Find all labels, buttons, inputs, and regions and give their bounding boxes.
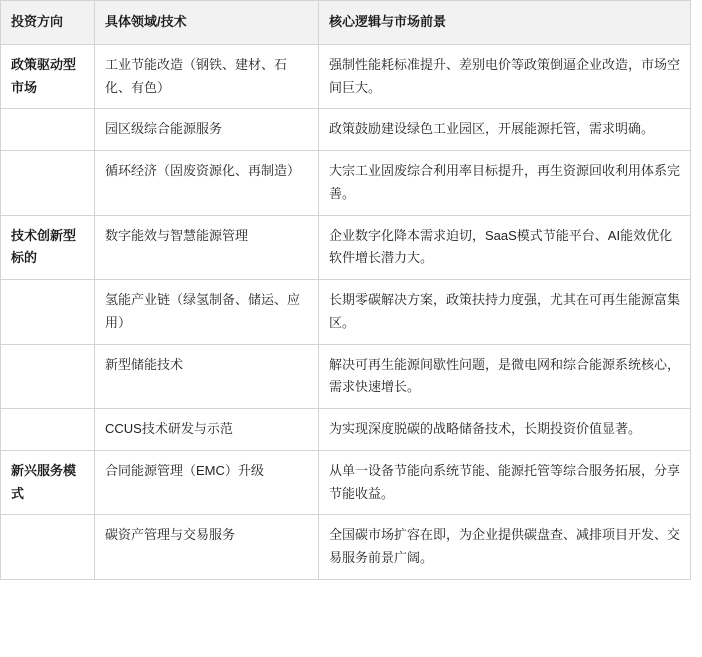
- cell-logic: 强制性能耗标准提升、差别电价等政策倒逼企业改造，市场空间巨大。: [319, 44, 691, 109]
- column-header-investment-direction: 投资方向: [1, 1, 95, 45]
- cell-category: 政策驱动型市场: [1, 44, 95, 109]
- table-row: [1, 344, 691, 409]
- table-row: [1, 44, 691, 109]
- cell-logic: 从单一设备节能向系统节能、能源托管等综合服务拓展，分享节能收益。: [319, 450, 691, 515]
- cell-logic: 长期零碳解决方案，政策扶持力度强，尤其在可再生能源富集区。: [319, 280, 691, 345]
- cell-category: [1, 109, 95, 151]
- cell-field: 合同能源管理（EMC）升级: [95, 450, 319, 515]
- cell-logic: 企业数字化降本需求迫切，SaaS模式节能平台、AI能效优化软件增长潜力大。: [319, 215, 691, 280]
- cell-category: [1, 280, 95, 345]
- cell-category: [1, 409, 95, 451]
- table-row: [1, 280, 691, 345]
- table-header: [1, 1, 691, 45]
- cell-category: [1, 151, 95, 216]
- cell-category: [1, 515, 95, 580]
- column-header-core-logic: 核心逻辑与市场前景: [319, 1, 691, 45]
- cell-field: 园区级综合能源服务: [95, 109, 319, 151]
- cell-logic: 大宗工业固废综合利用率目标提升，再生资源回收利用体系完善。: [319, 151, 691, 216]
- cell-field: 碳资产管理与交易服务: [95, 515, 319, 580]
- column-header-field-technology: 具体领域/技术: [95, 1, 319, 45]
- cell-category: 技术创新型标的: [1, 215, 95, 280]
- cell-field: 循环经济（固废资源化、再制造）: [95, 151, 319, 216]
- cell-field: CCUS技术研发与示范: [95, 409, 319, 451]
- cell-field: 新型储能技术: [95, 344, 319, 409]
- cell-logic: 全国碳市场扩容在即，为企业提供碳盘查、减排项目开发、交易服务前景广阔。: [319, 515, 691, 580]
- table-row: [1, 515, 691, 580]
- table-row: [1, 109, 691, 151]
- cell-field: 数字能效与智慧能源管理: [95, 215, 319, 280]
- table-row: [1, 215, 691, 280]
- cell-logic: 解决可再生能源间歇性问题，是微电网和综合能源系统核心，需求快速增长。: [319, 344, 691, 409]
- cell-field: 工业节能改造（钢铁、建材、石化、有色）: [95, 44, 319, 109]
- cell-category: 新兴服务模式: [1, 450, 95, 515]
- table-row: [1, 450, 691, 515]
- cell-logic: 政策鼓励建设绿色工业园区，开展能源托管，需求明确。: [319, 109, 691, 151]
- table-row: [1, 409, 691, 451]
- table-header-row: [1, 1, 691, 45]
- cell-logic: 为实现深度脱碳的战略储备技术，长期投资价值显著。: [319, 409, 691, 451]
- cell-field: 氢能产业链（绿氢制备、储运、应用）: [95, 280, 319, 345]
- table-body: [1, 44, 691, 579]
- cell-category: [1, 344, 95, 409]
- table-row: [1, 151, 691, 216]
